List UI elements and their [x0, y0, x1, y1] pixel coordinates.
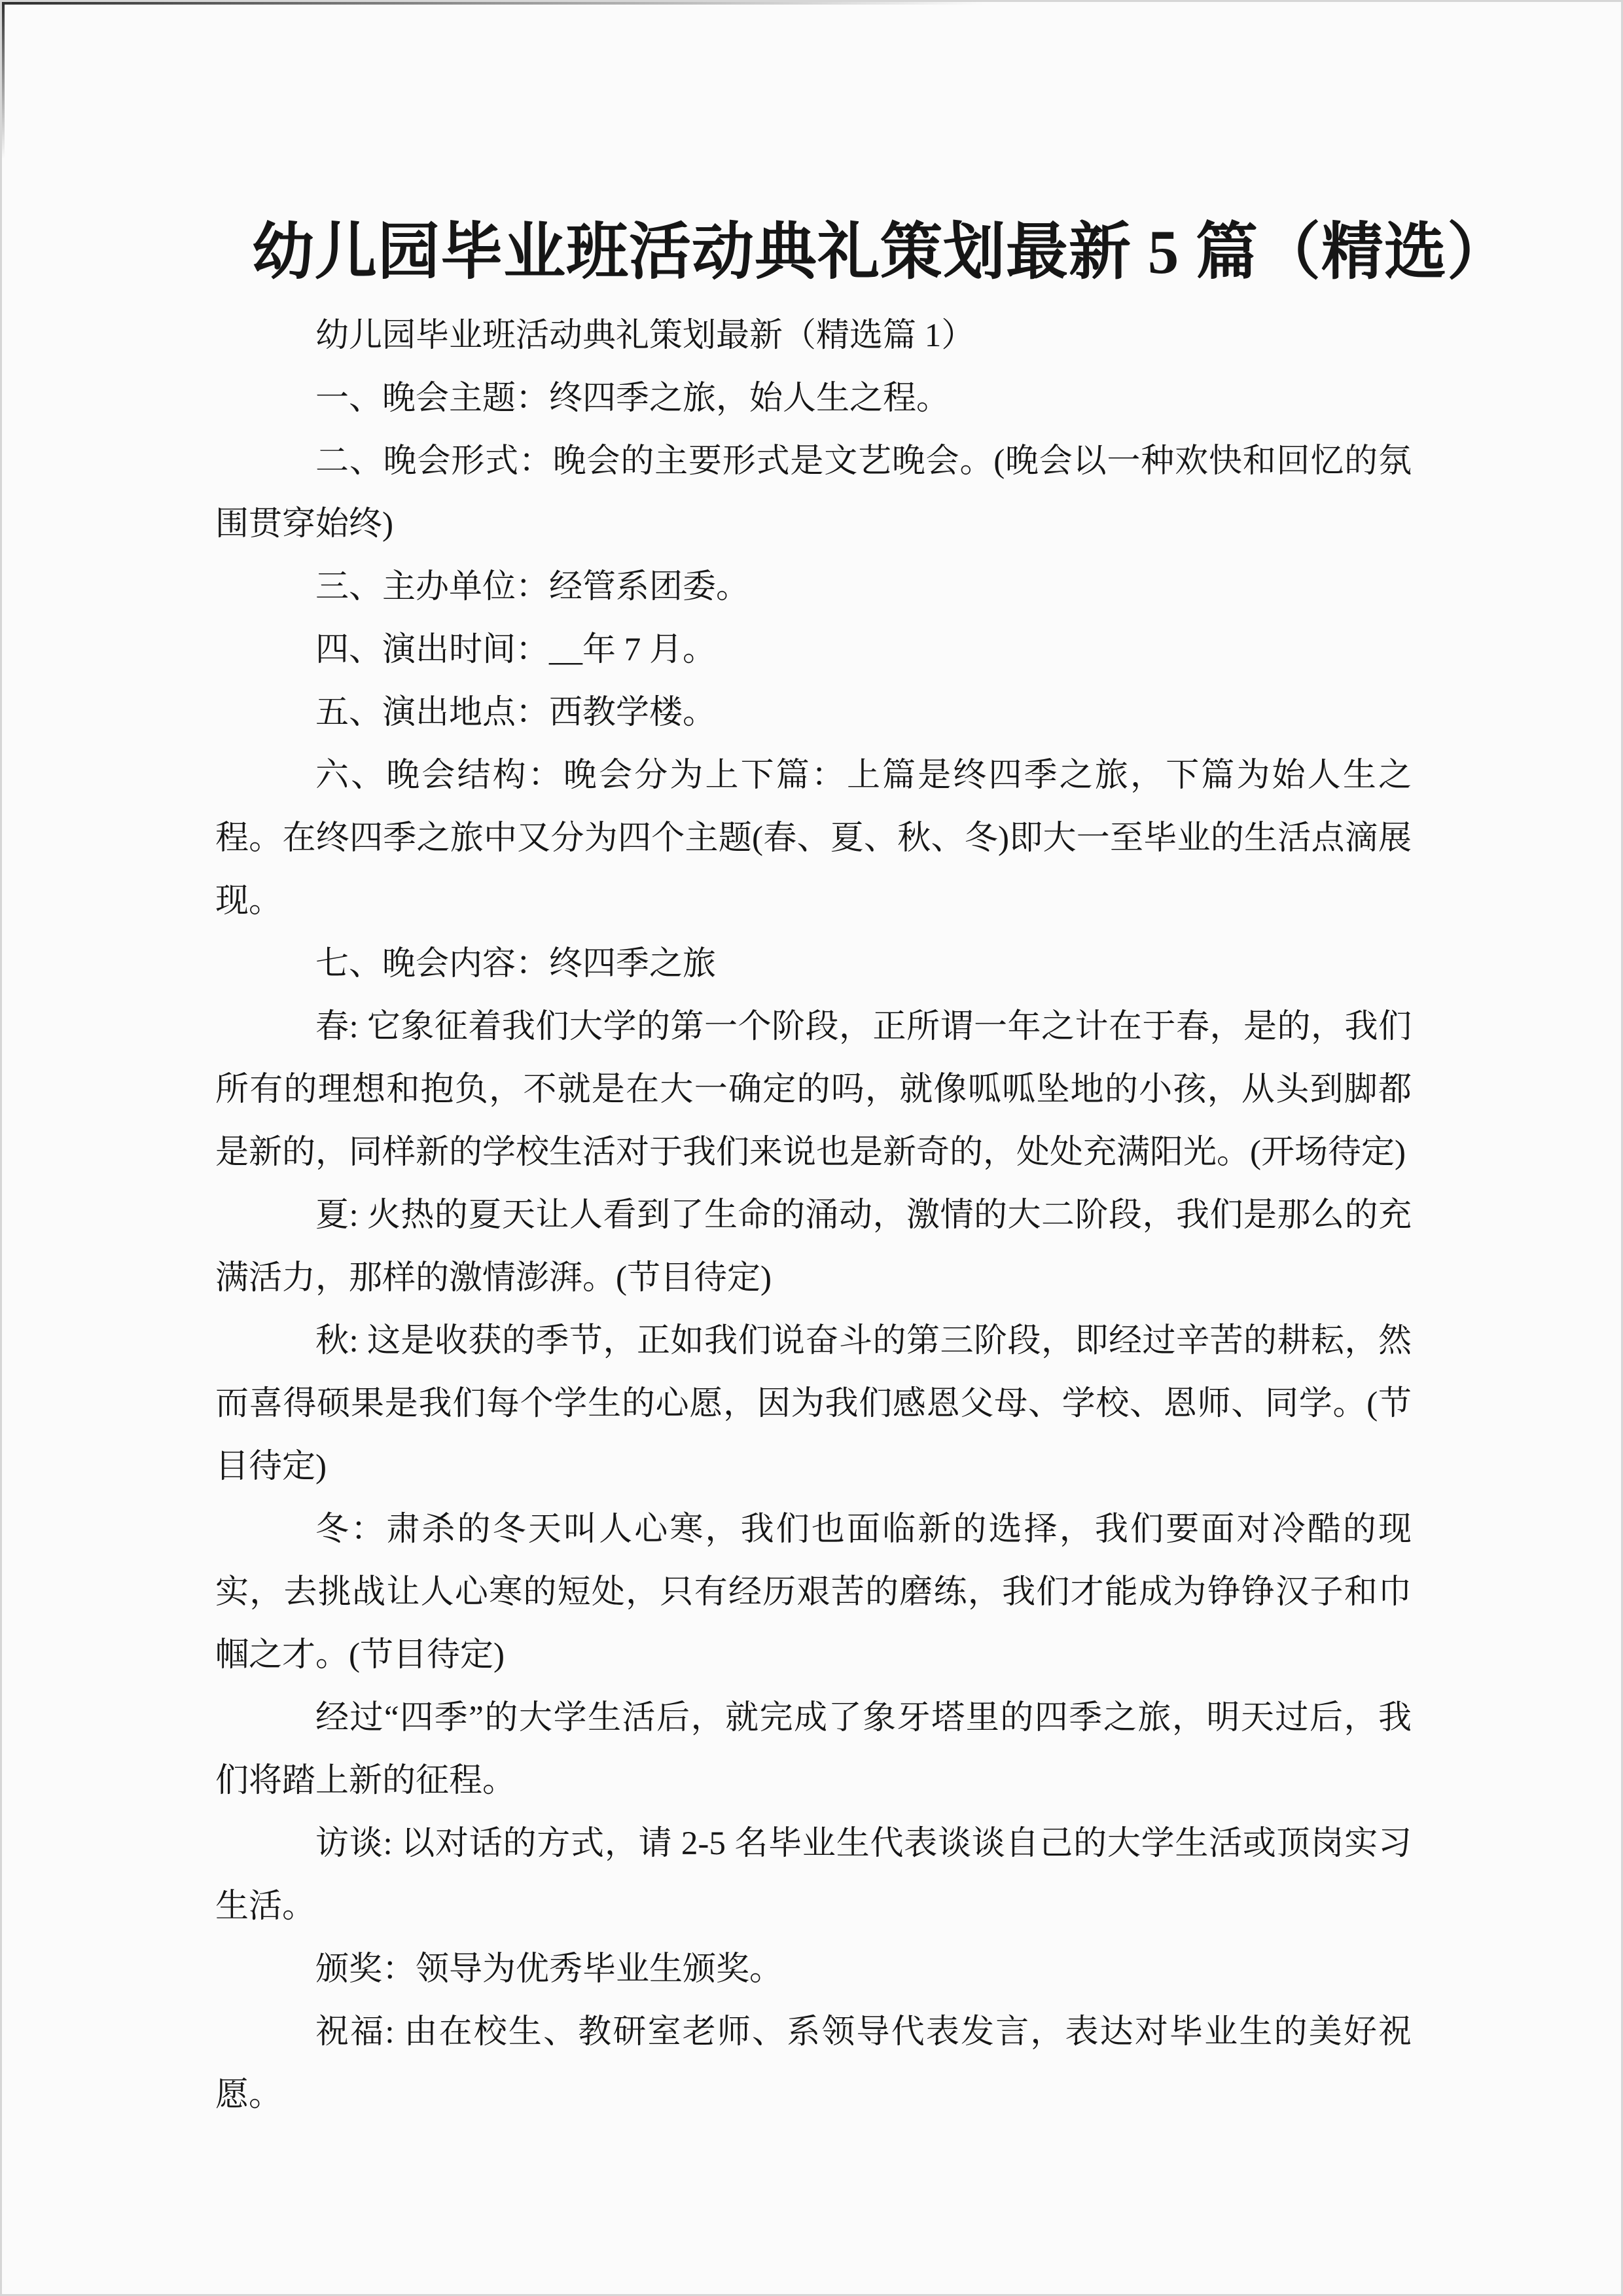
paragraph: 六、晚会结构：晚会分为上下篇：上篇是终四季之旅，下篇为始人生之程。在终四季之旅中又分为四个主题(春、夏、秋、冬)即大一至毕业的生活点滴展现。: [215, 757, 1412, 920]
document-title: 幼儿园毕业班活动典礼策划最新 5 篇（精选）: [252, 217, 1510, 287]
document-body: [215, 304, 1412, 2126]
paragraph: 夏: 火热的夏天让人看到了生命的涌动，激情的大二阶段，我们是那么的充满活力，那样的激情澎湃。(节目待定): [215, 1197, 1412, 1297]
paragraph: 秋: 这是收获的季节，正如我们说奋斗的第三阶段，即经过辛苦的耕耘，然而喜得硕果是我们每个学生的心愿，因为我们感恩父母、学校、恩师、同学。(节目待定): [215, 1323, 1412, 1485]
paragraph: 七、晚会内容：终四季之旅: [315, 946, 717, 982]
document-content: [2, 209, 1621, 2126]
paragraph: 冬：肃杀的冬天叫人心寒，我们也面临新的选择，我们要面对冷酷的现实，去挑战让人心寒的短处，只有经历艰苦的磨练，我们才能成为铮铮汉子和巾帼之才。(节目待定): [215, 1511, 1412, 1674]
paragraph: 幼儿园毕业班活动典礼策划最新（精选篇 1）: [315, 317, 975, 354]
paragraph: 祝福: 由在校生、教研室老师、系领导代表发言，表达对毕业生的美好祝愿。: [215, 2014, 1412, 2113]
paragraph: 经过“四季”的大学生活后，就完成了象牙塔里的四季之旅，明天过后，我们将踏上新的征程。: [215, 1700, 1412, 1799]
paragraph: 一、晚会主题：终四季之旅，始人生之程。: [315, 380, 950, 417]
paragraph: 二、晚会形式：晚会的主要形式是文艺晚会。(晚会以一种欢快和回忆的氛围贯穿始终): [215, 443, 1412, 543]
paragraph: 颁奖：领导为优秀毕业生颁奖。: [315, 1951, 783, 1988]
paragraph: 访谈: 以对话的方式，请 2-5 名毕业生代表谈谈自己的大学生活或顶岗实习生活。: [215, 1825, 1412, 1925]
paragraph: 春: 它象征着我们大学的第一个阶段，正所谓一年之计在于春，是的，我们所有的理想和抱负，不就是在大一确定的吗，就像呱呱坠地的小孩，从头到脚都是新的，同样新的学校生活对于我们来说也是新奇的，处处充满阳光。(开场待定): [215, 1009, 1412, 1171]
paragraph: 五、演出地点：西教学楼。: [315, 694, 717, 731]
paragraph: 四、演出时间：__年 7 月。: [315, 632, 717, 668]
paragraph: 三、主办单位：经管系团委。: [315, 569, 750, 605]
